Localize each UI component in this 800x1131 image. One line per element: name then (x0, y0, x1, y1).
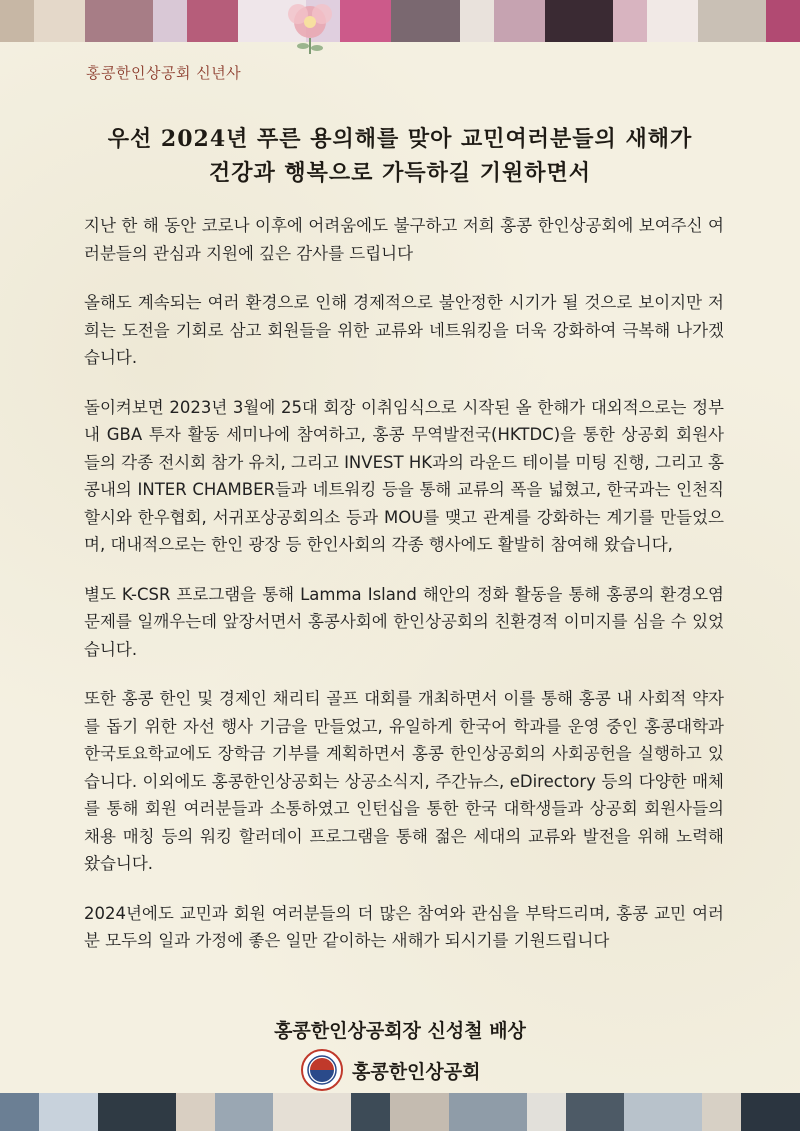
fabric-stripe (98, 1093, 176, 1131)
flower-decoration-icon (270, 0, 350, 56)
paragraph: 별도 K-CSR 프로그램을 통해 Lamma Island 해안의 정화 활동을 통해 홍콩의 환경오염 문제를 일깨우는데 앞장서면서 홍콩사회에 한인상공회의 친환경적 이미지를 심을 수 있었습니다. (84, 584, 724, 659)
fabric-stripe (698, 0, 766, 42)
document-category-label: 홍콩한인상공회 신년사 (86, 64, 242, 82)
fabric-stripe (702, 1093, 741, 1131)
fabric-stripe (0, 0, 34, 42)
bottom-fabric-border (0, 1093, 800, 1131)
paragraph: 2024년에도 교민과 회원 여러분들의 더 많은 참여와 관심을 부탁드리며, 홍콩 교민 여러분 모두의 일과 가정에 좋은 일만 같이하는 새해가 되시기를 기원드립니다 (84, 903, 724, 950)
paragraph: 또한 홍콩 한인 및 경제인 채리티 골프 대회를 개최하면서 이를 통해 홍콩 내 사회적 약자를 돕기 위한 자선 행사 기금을 만들었고, 유일하게 한국어 학과를 운영 중인 홍콩대학과 한국토요학교에도 장학금 기부를 계획하면서 홍콩 한인상공회의 사회공헌을 실행하고 있습니다. 이외에도 홍콩한인상공회는 상공소식지, 주간뉴스, eDirectory 등의 다양한 매체를 통해 회원 여러분들과 소통하였고 인턴십을 통한 한국 대학생들과 상공회 회원사들의 채용 매칭 등의 워킹 할러데이 프로그램을 통해 젊은 세대의 교류와 발전을 위해 노력해 왔습니다. (84, 689, 724, 873)
fabric-stripe (391, 0, 459, 42)
fabric-stripe (176, 1093, 215, 1131)
fabric-stripe (527, 1093, 566, 1131)
fabric-stripe (351, 1093, 390, 1131)
signature-line: 홍콩한인상공회장 신성철 배상 (274, 1020, 526, 1042)
fabric-stripe (390, 1093, 449, 1131)
fabric-stripe (39, 1093, 98, 1131)
fabric-stripe (460, 0, 494, 42)
fabric-stripe (613, 0, 647, 42)
paragraph: 돌이켜보면 2023년 3월에 25대 회장 이취임식으로 시작된 올 한해가 대외적으로는 정부내 GBA 투자 활동 세미나에 참여하고, 홍콩 무역발전국(HKTDC)을 통한 상공회 회원사들의 각종 전시회 참가 유치, 그리고 INVEST HK과의 라운드 테이블 미팅 진행, 그리고 홍콩내의 INTER CHAMBER들과 네트워킹 등을 통해 교류의 폭을 넓혔고, 한국과는 인천직할시와 한우협회, 서귀포상공회의소 등과 MOU를 맺고 관계를 강화하는 계기를 만들었으며, 대내적으로는 한인 광장 등 한인사회의 각종 행사에도 활발히 참여해 왔습니다, (84, 397, 724, 554)
fabric-stripe (545, 0, 613, 42)
paragraph: 지난 한 해 동안 코로나 이후에 어려움에도 불구하고 저희 홍콩 한인상공회에 보여주신 여러분들의 관심과 지원에 깊은 감사를 드립니다 (84, 216, 724, 263)
fabric-stripe (647, 0, 698, 42)
chamber-seal-icon (300, 1048, 344, 1092)
headline-line-2: 건강과 행복으로 가득하길 기원하면서 (208, 160, 591, 186)
headline-line-1: 우선 2024년 푸른 용의해를 맞아 교민여러분들의 새해가 (107, 126, 693, 152)
fabric-stripe (273, 1093, 351, 1131)
fabric-stripe (215, 1093, 274, 1131)
fabric-stripe (34, 0, 85, 42)
fabric-stripe (494, 0, 545, 42)
organization-name: 홍콩한인상공회 (352, 1060, 481, 1083)
top-fabric-border (0, 0, 800, 42)
fabric-stripe (566, 1093, 625, 1131)
fabric-stripe (85, 0, 153, 42)
organization-mark (300, 1052, 480, 1088)
fabric-stripe (187, 0, 238, 42)
fabric-stripe (741, 1093, 800, 1131)
fabric-stripe (449, 1093, 527, 1131)
fabric-stripe (766, 0, 800, 42)
fabric-stripe (153, 0, 187, 42)
letter-body (84, 212, 724, 977)
fabric-stripe (624, 1093, 702, 1131)
paragraph: 올해도 계속되는 여러 환경으로 인해 경제적으로 불안정한 시기가 될 것으로 보이지만 저희는 도전을 기회로 삼고 회원들을 위한 교류와 네트워킹을 더욱 강화하여 극복해 나가겠습니다. (84, 293, 724, 367)
fabric-stripe (0, 1093, 39, 1131)
